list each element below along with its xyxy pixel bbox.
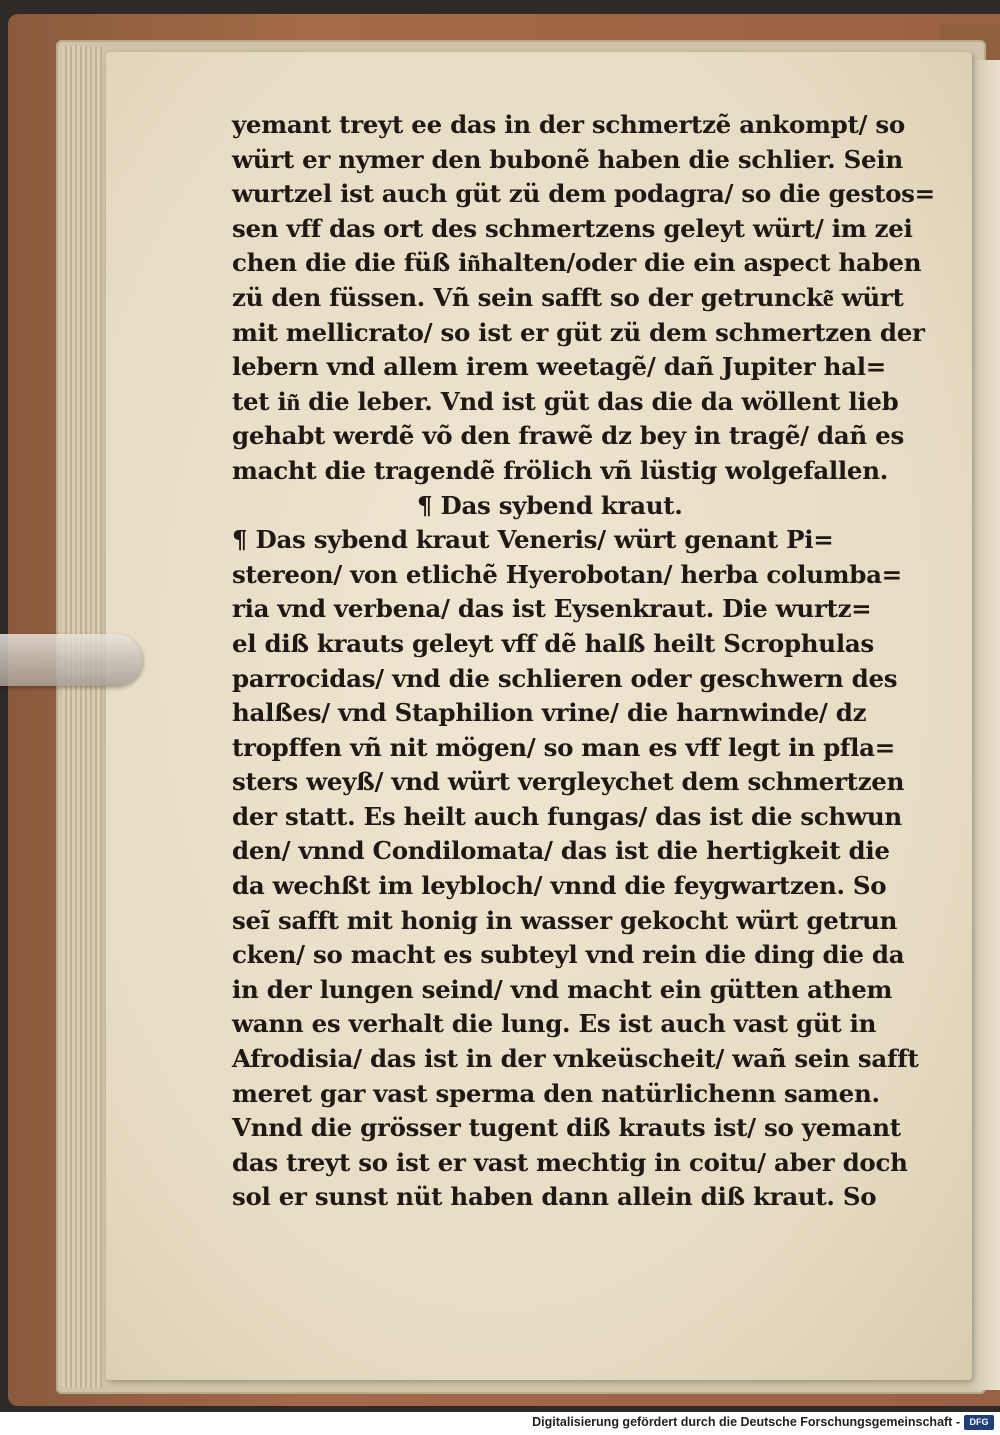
funding-credit: Digitalisierung gefördert durch die Deutsche Forschungsgemeinschaft -: [532, 1415, 960, 1429]
text-line: ¶ Das sybend kraut Veneris/ würt genant Pi=: [232, 525, 834, 555]
text-line: cken/ so macht es subteyl vnd rein die ding die da: [232, 940, 905, 970]
text-line: el diß krauts geleyt vff dẽ halß heilt Scrophulas: [232, 628, 874, 658]
text-line: chen die die füß in͂halten/oder die ein aspect haben: [232, 248, 922, 278]
text-line: zü den füssen. Vñ sein safft so der getruncke͂ würt: [232, 282, 904, 312]
text-line: das treyt so ist er vast mechtig in coitu/ aber doch: [232, 1147, 908, 1177]
dfg-logo-icon: DFG: [964, 1415, 994, 1430]
text-line: sen vff das ort des schmertzens geleyt würt/ im zei: [232, 213, 913, 243]
text-line: ria vnd verbena/ das ist Eysenkraut. Die wurtz=: [232, 594, 872, 624]
text-line: gehabt werdẽ võ den frawẽ dz bey in tragẽ/ dañ es: [232, 421, 904, 451]
text-line: den/ vnnd Condilomata/ das ist die hertigkeit die: [232, 836, 890, 866]
text-line: seĩ safft mit honig in wasser gekocht würt getrun: [232, 905, 898, 935]
text-line: sters weyß/ vnd würt vergleychet dem schmertzen: [232, 767, 905, 797]
text-line: der statt. Es heilt auch fungas/ das ist die schwun: [232, 801, 902, 831]
text-line: würt er nymer den bubonẽ haben die schlier. Sein: [232, 144, 903, 174]
text-line: macht die tragendẽ frölich vñ lüstig wolgefallen.: [232, 455, 888, 485]
text-line: parrocidas/ vnd die schlieren oder geschwern des: [232, 663, 898, 693]
text-line: yemant treyt ee das in der schmertzẽ ankompt/ so: [232, 110, 905, 139]
footer-bar: [0, 1412, 1000, 1435]
text-line: da wechßt im leybloch/ vnnd die feygwartzen. So: [232, 871, 887, 901]
text-line: sol er sunst nüt haben dann allein diß kraut. So: [232, 1182, 877, 1212]
text-line: in der lungen seind/ vnd macht ein gütten athem: [232, 974, 893, 1004]
page-clip-tab: [0, 634, 142, 686]
text-line: stereon/ von etlichẽ Hyerobotan/ herba columba=: [232, 559, 902, 589]
text-line: tet in͂ die leber. Vnd ist güt das die da wöllent lieb: [232, 386, 899, 416]
section-heading: ¶ Das sybend kraut.: [417, 490, 683, 520]
text-line: meret gar vast sperma den natürlichenn samen.: [232, 1078, 880, 1108]
page-text: [232, 108, 935, 1215]
text-line: mit mellicrato/ so ist er güt zü dem schmertzen der: [232, 317, 925, 347]
text-line: wann es verhalt die lung. Es ist auch vast güt in: [232, 1009, 877, 1039]
text-line: Vnnd die grösser tugent diß krauts ist/ so yemant: [232, 1113, 901, 1143]
text-line: halßes/ vnd Staphilion vrine/ die harnwinde/ dz: [232, 698, 867, 728]
text-line: Afrodisia/ das ist in der vnkeüscheit/ wañ sein safft: [232, 1044, 919, 1074]
text-line: lebern vnd allem irem weetagẽ/ dañ Jupiter hal=: [232, 352, 886, 382]
text-line: wurtzel ist auch güt zü dem podagra/ so die gestos=: [232, 179, 935, 209]
text-line: tropffen vñ nit mögen/ so man es vff legt in pfla=: [232, 732, 895, 762]
